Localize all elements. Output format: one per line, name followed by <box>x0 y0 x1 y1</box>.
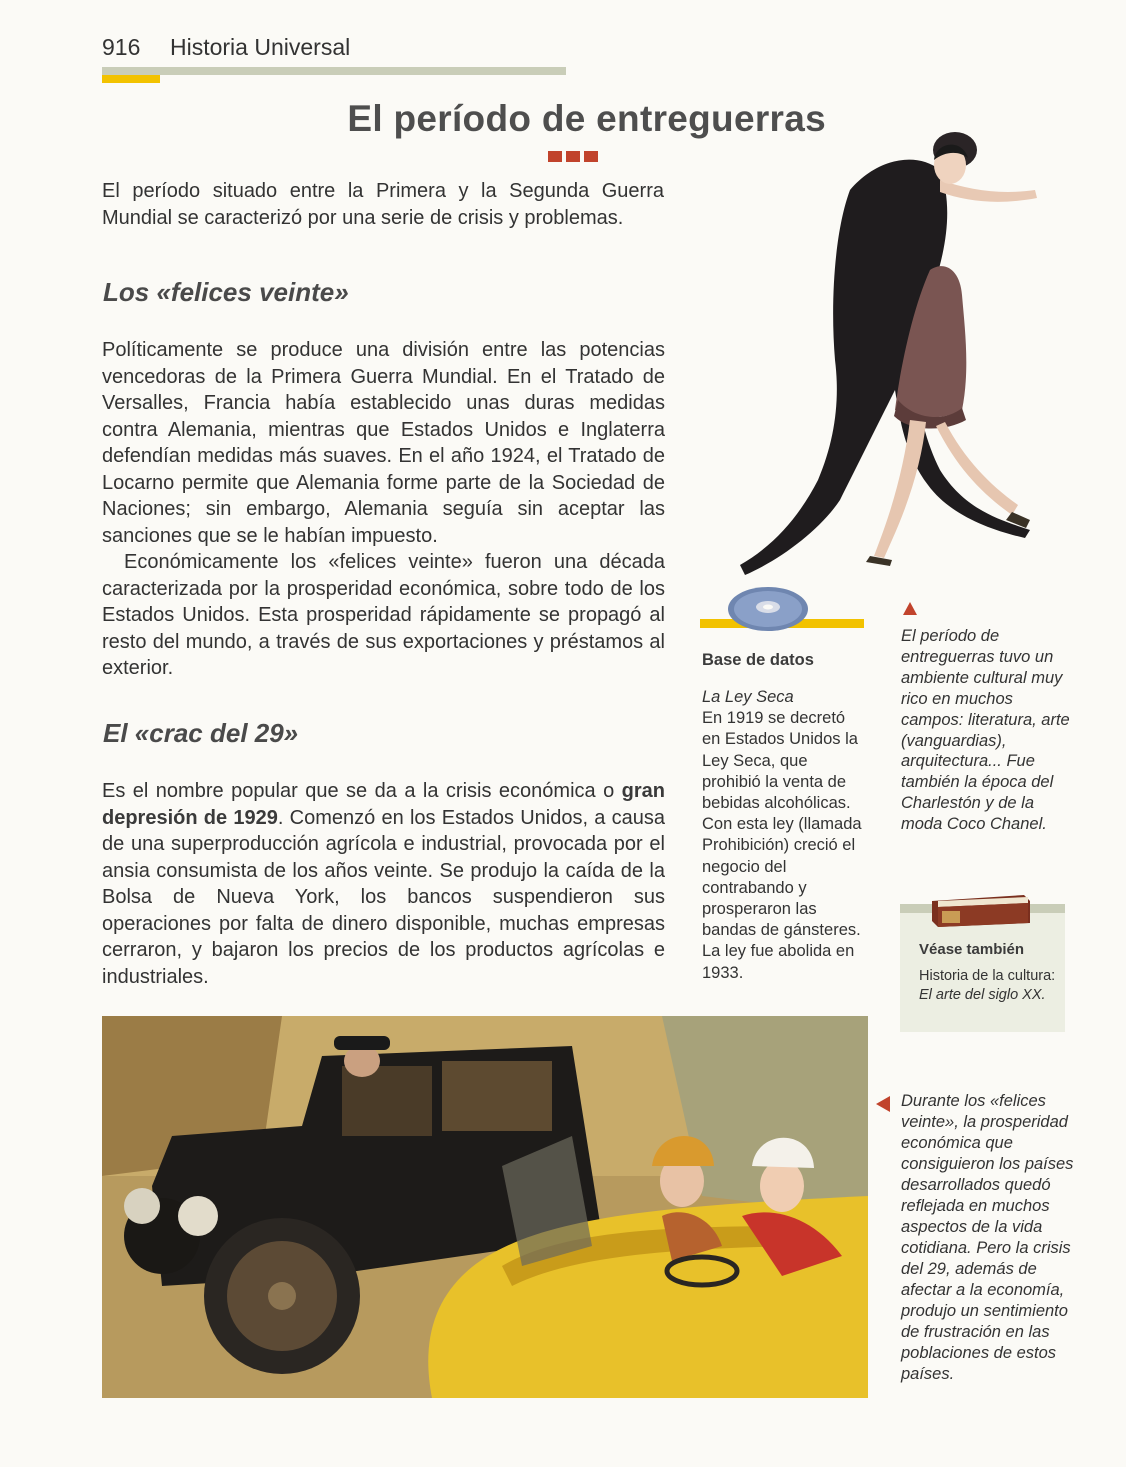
dancers-illustration <box>700 120 1080 600</box>
see-also-prefix: Historia de la cultura: <box>919 968 1056 984</box>
book-icon <box>928 893 1032 929</box>
header-rule <box>102 67 566 75</box>
triangle-up-icon <box>903 602 917 615</box>
see-also-text <box>919 967 1059 1004</box>
vintage-car-illustration <box>102 1016 868 1398</box>
section-heading-felices-veinte: Los «felices veinte» <box>103 277 349 307</box>
database-text <box>702 687 864 984</box>
see-also-link[interactable]: El arte del siglo XX. <box>919 986 1046 1003</box>
paragraph: Económicamente los «felices veinte» fueron una década caracterizada por la prosperidad económica, sobre todo de los Estados Unidos. Esta prosperidad rápidamente se propagó al resto del mundo, a través de sus exportaciones y préstamos al exterior. <box>102 551 665 679</box>
database-body: En 1919 se decretó en Estados Unidos la Ley Seca, que prohibió la venta de bebidas alcohólicas. Con esta ley (llamada Prohibición) creció el negocio del contrabando y prosperaron las bandas de gánsteres. La ley fue abolida en 1933. <box>702 709 862 982</box>
text-span: Es el nombre popular que se da a la crisis económica o <box>102 780 622 802</box>
database-label: Base de datos <box>702 651 814 669</box>
header-rule-accent <box>102 75 160 83</box>
article-intro: El período situado entre la Primera y la Segunda Guerra Mundial se caracterizó por una serie de crisis y problemas. <box>102 180 664 229</box>
caption-car: Durante los «felices veinte», la prosperidad económica que consiguieron los países desarrollados quedó reflejada en muchos aspectos de la vida cotidiana. Pero la crisis del 29, además de afectar a la economía, produjo un sentimiento de frustración en las poblaciones de estos países. <box>901 1092 1074 1383</box>
paragraph: Políticamente se produce una división entre las potencias vencedoras de la Primera Guerra Mundial. En el Tratado de Versalles, Francia había establecido unas duras medidas contra Alemania, mientras que Estados Unidos e Inglaterra defendían medidas más suaves. En el año 1924, el Tratado de Locarno permite que Alemania forme parte de la Sociedad de Naciones; sin embargo, Alemania seguía sin aceptar las sanciones que se le habían impuesto. <box>102 339 665 547</box>
section-body-felices-veinte <box>102 337 665 682</box>
running-title: Historia Universal <box>170 34 351 60</box>
cd-disc-icon <box>726 584 810 634</box>
bold-term: gran depresión de 1929 <box>102 780 665 829</box>
title-ornament <box>548 149 602 167</box>
see-also-label: Véase también <box>919 941 1025 958</box>
database-subtitle: La Ley Seca <box>702 688 794 706</box>
text-span: . Comenzó en los Estados Unidos, a causa de una superproducción agrícola e industrial, provocada por el ansia consumista de los años veinte. Se produjo la caída de la Bolsa de Nueva York, los bancos suspendieron sus operaciones por falta de dinero disponible, muchas empresas cerraron, y bajaron los precios de los productos agrícolas e industriales. <box>102 806 665 988</box>
section-heading-crac-29: El «crac del 29» <box>103 718 299 748</box>
triangle-left-icon <box>876 1096 890 1112</box>
article-title: El período de entreguerras <box>347 98 826 139</box>
caption-dancers: El período de entreguerras tuvo un ambiente cultural muy rico en muchos campos: literatura, arte (vanguardias), arquitectura... Fue también la época del Charlestón y de la moda Coco Chanel. <box>901 627 1070 834</box>
section-body-crac-29 <box>102 778 665 990</box>
page-number: 916 <box>102 34 141 60</box>
paragraph <box>102 778 665 990</box>
